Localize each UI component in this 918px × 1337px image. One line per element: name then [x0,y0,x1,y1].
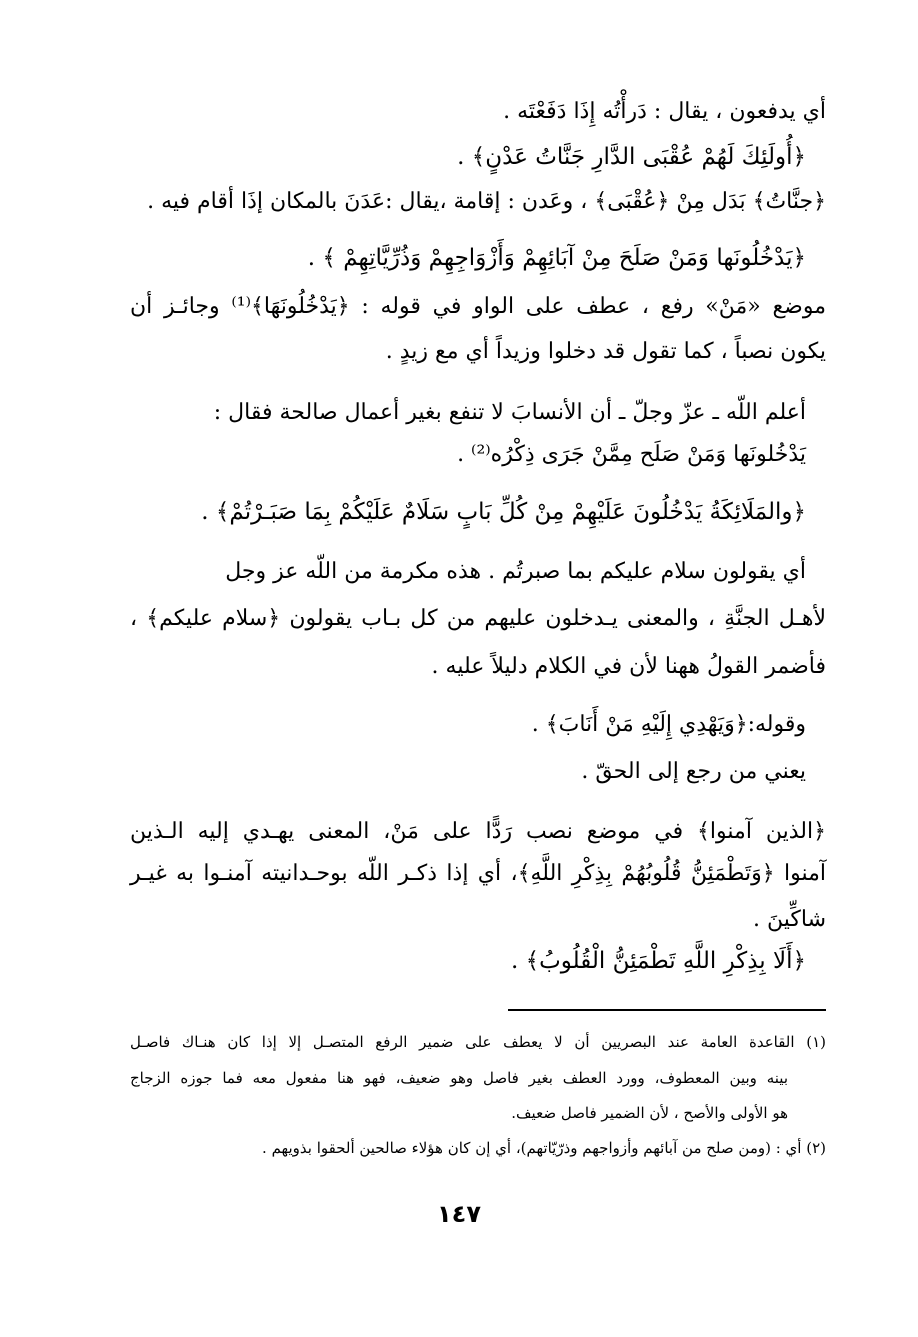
text-line-12: فأضمر القولُ ههنا لأن في الكلام دليلاً عليه . [431,654,826,679]
footnote-1-line-1: (١) القاعدة العامة عند البصريين أن لا يعطف على ضمير الرفع المتصـل إلا إذا كان هنـاك فاصـل [130,1033,826,1051]
text-line-5: موضع «مَنْ» رفع ، عطف على الواو في قوله : ﴿يَدْخُلُونَهَا﴾⁽¹⁾ وجائـز أن [130,294,827,319]
quran-verse-line: ﴿والمَلَائِكَةُ يَدْخُلُونَ عَلَيْهِمْ مِنْ كُلِّ بَابٍ سَلَامٌ عَلَيْكُمْ بِمَا صَبَـرْتُمْ﴾ . [201,499,806,525]
text-line-15: ﴿الذين آمنوا﴾ في موضع نصب رَدًّا على مَنْ، المعنى يهـدي إليه الـذين [130,819,826,844]
quran-verse-line: ﴿يَدْخُلُونَها وَمَنْ صَلَحَ مِنْ آبَائِهِمْ وَأَزْوَاجِهِمْ وَذُرِّيَّاتِهِمْ ﴾ . [307,245,806,271]
footnote-1-line-2: بينه وبين المعطوف، وورد العطف بغير فاصل وهو ضعيف، فهو هنا مفعول معه فما جوزه الزجاج [130,1069,788,1087]
quran-verse-line: ﴿أَلَا بِذِكْرِ اللَّهِ تَطْمَئِنُّ الْقُلُوبُ﴾ . [511,948,806,974]
text-line-7: أعلم اللّه ـ عزّ وجلّ ـ أن الأنسابَ لا تنفع بغير أعمال صالحة فقال : [213,400,806,425]
page-number: ١٤٧ [437,1200,481,1228]
footnote-1-line-3: هو الأولى والأصح ، لأن الضمير فاصل ضعيف. [511,1104,788,1122]
text-line-3: ﴿جنَّاتُ﴾ بَدَل مِنْ ﴿عُقْبَى﴾ ، وعَدن : إقامة ،يقال :عَدَنَ بالمكان إذَا أقام فيه . [147,189,826,214]
text-line-8: يَدْخُلونَها وَمَنْ صَلَح مِمَّنْ جَرَى ذِكْرُه⁽²⁾ . [457,442,806,467]
footnote-separator [508,1009,826,1011]
text-line-1: أي يدفعون ، يقال : دَرأْتُه إِذَا دَفَعْتَه . [503,99,826,124]
text-line-13: وقوله:﴿وَيَهْدِي إِلَيْهِ مَنْ أَنَابَ﴾ . [531,712,806,737]
footnote-2: (٢) أي : (ومن صلح من آبائهم وأزواجهم وذرّيّاتهم)، أي إن كان هؤلاء صالحين ألحقوا بذويهم . [262,1139,826,1157]
text-line-17: شاكِّينَ . [753,907,826,932]
text-line-10: أي يقولون سلام عليكم بما صبرتُم . هذه مكرمة من اللّه عز وجل [225,559,806,584]
quran-verse-line: ﴿أُولَئِكَ لَهُمْ عُقْبَى الدَّارِ جَنَّاتُ عَدْنٍ﴾ . [457,144,806,170]
text-line-14: يعني من رجع إلى الحقّ . [581,759,806,784]
text-line-11: لأهـل الجنَّةِ ، والمعنى يـدخلون عليهم من كل بـاب يقولون ﴿سلام عليكم﴾ ، [130,606,826,631]
text-line-6: يكون نصباً ، كما تقول قد دخلوا وزيداً أي مع زيدٍ . [385,339,826,364]
text-line-16: آمنوا ﴿وَتَطْمَئِنُّ قُلُوبُهُمْ بِذِكْرِ اللَّهِ﴾، أي إذا ذكـر اللّه بوحـدانيته آمنـوا به غيـر [130,861,826,886]
